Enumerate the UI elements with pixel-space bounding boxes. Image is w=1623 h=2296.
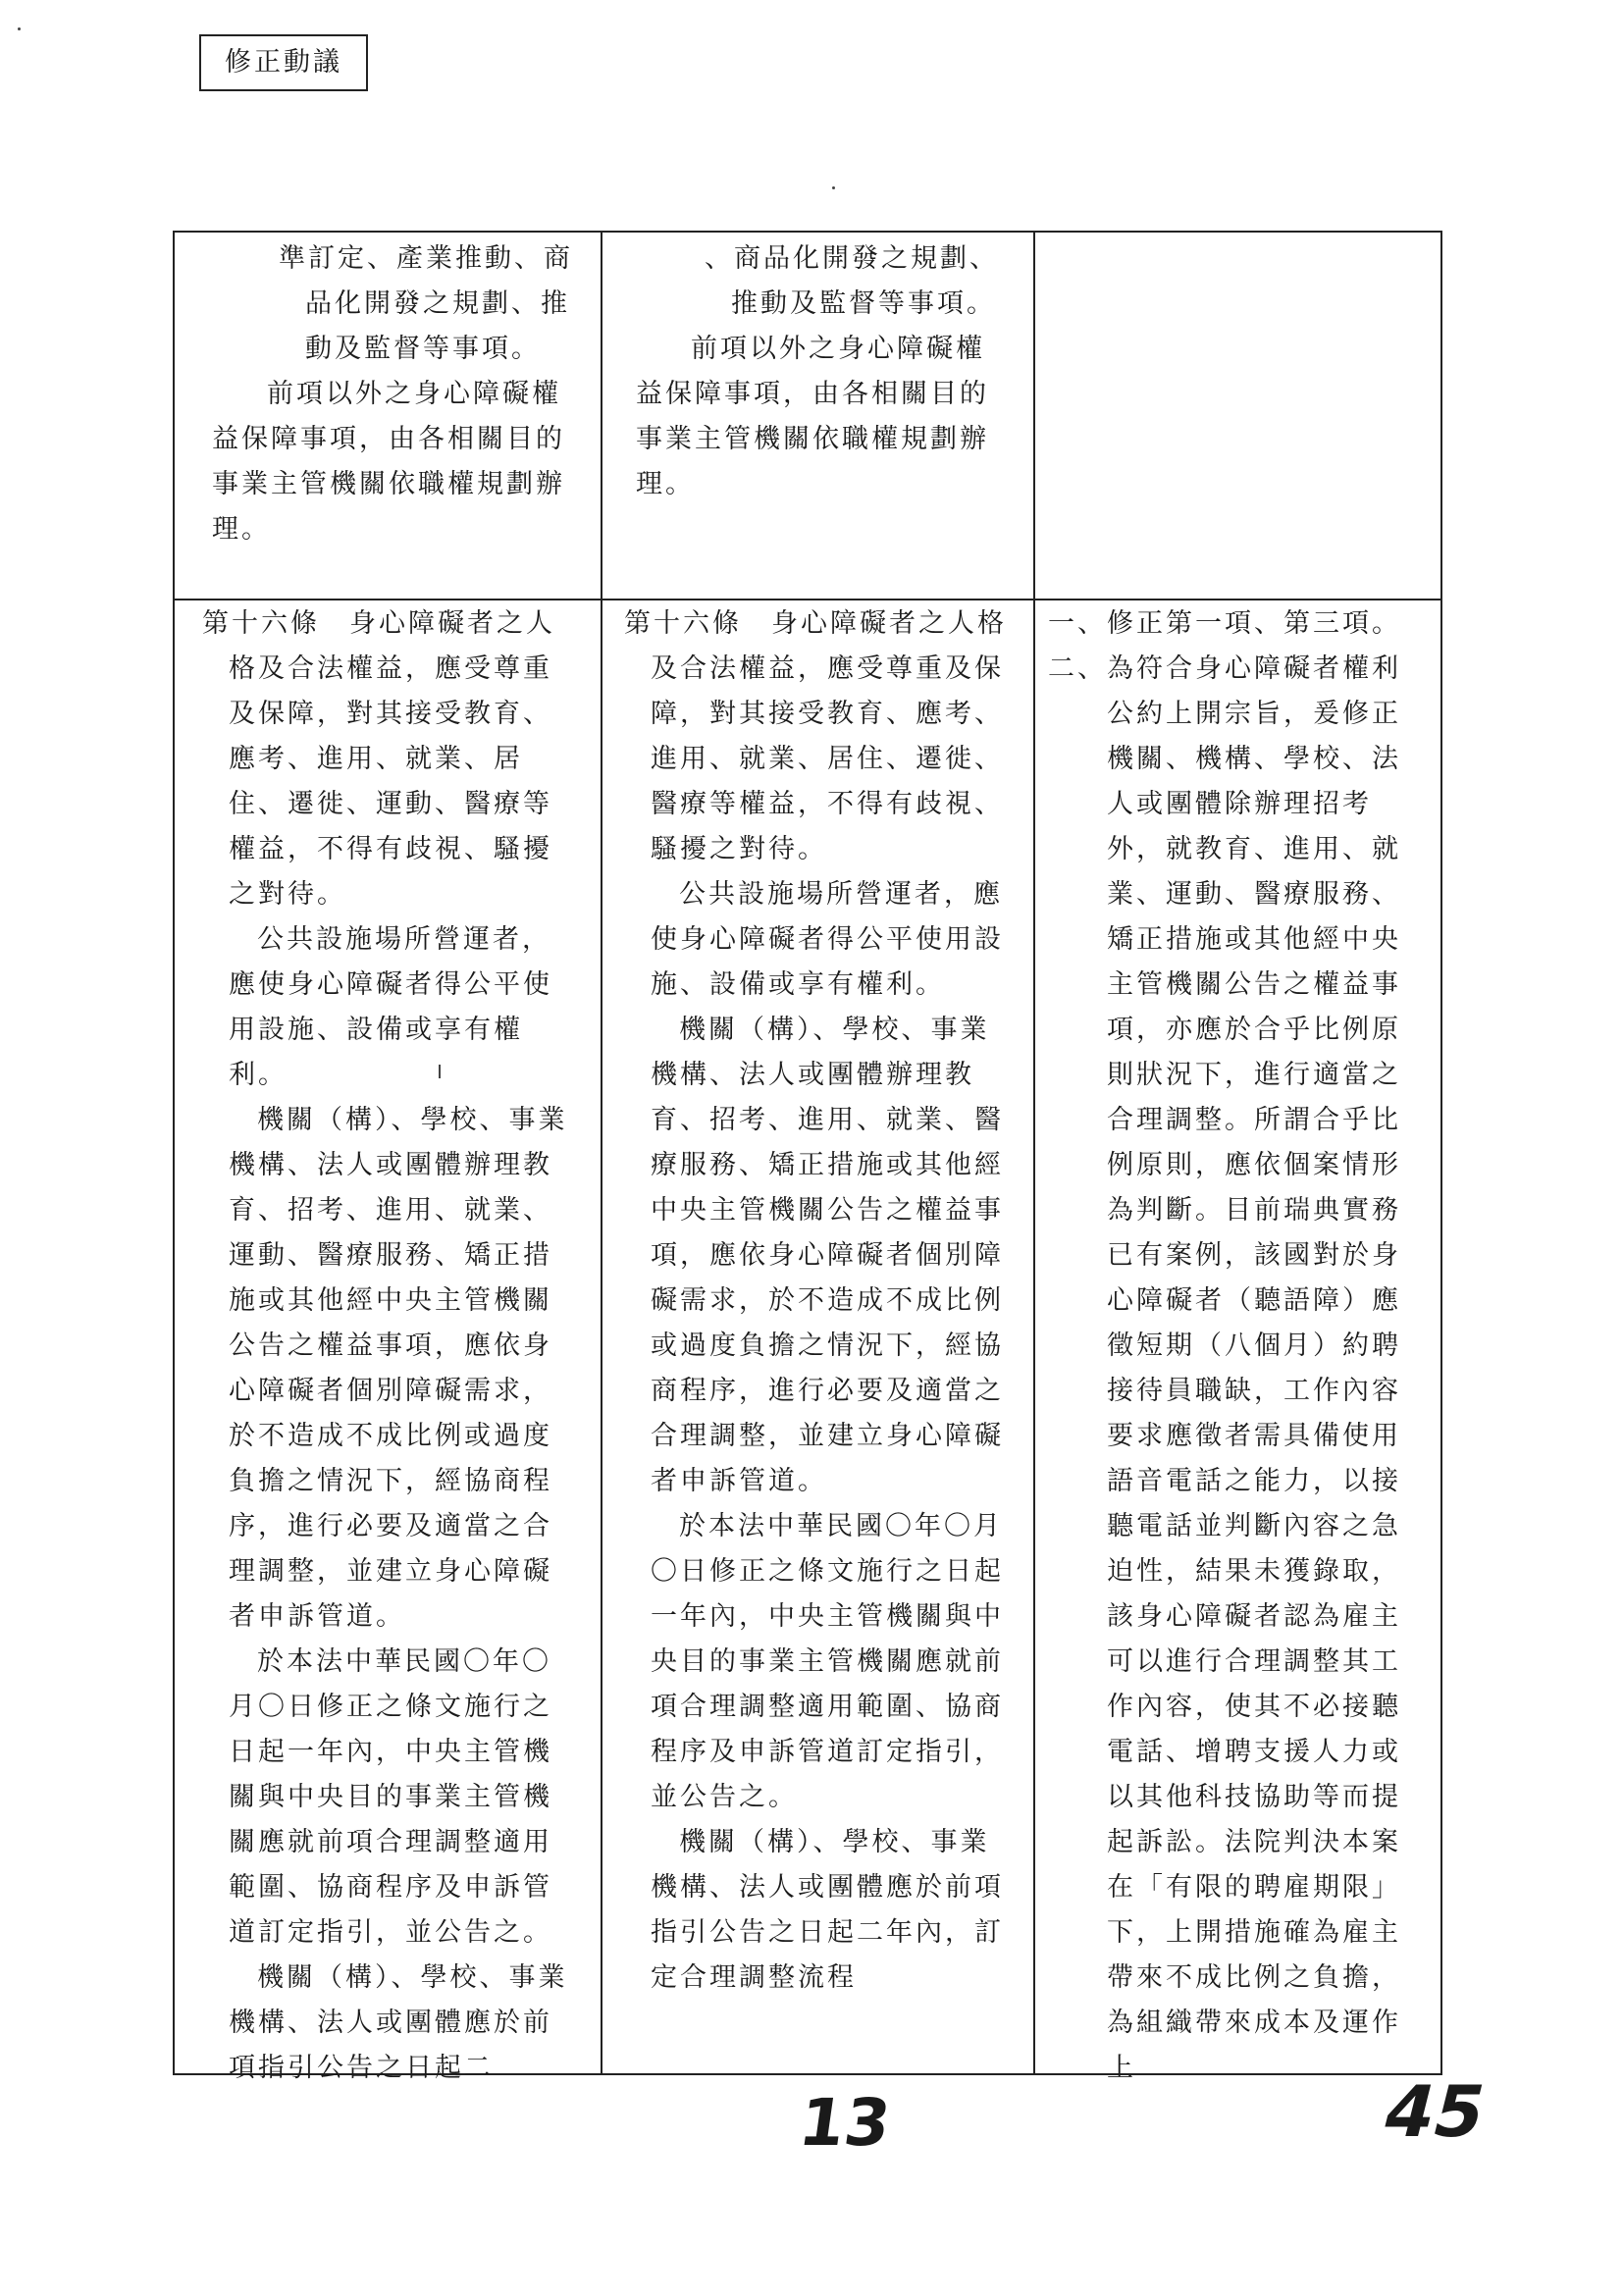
bottom-row-explanation-cell [1048, 601, 1423, 2091]
top-row-current-text-cell [636, 236, 1007, 507]
bottom-row-current-text-cell [624, 601, 1009, 2001]
bottom-row-amended-text-cell [202, 601, 577, 2091]
article-16-current-para-3: 機關（構）、學校、事業機構、法人或團體辦理教育、招考、進用、就業、醫療服務、矯正措施或其他經中央主管機關公告之權益事項，應依身心障礙者個別障礙需求，於不造成不成比例或過度負擔之情況下，經協商程序，進行必要及適當之合理調整，並建立身心障礙者申訴管道。 [651, 1015, 1004, 1496]
explanation-item-2: 二、為符合身心障礙者權利公約上開宗旨，爰修正機關、機構、學校、法人或團體除辦理招考外，就教育、進用、就業、運動、醫療服務、矯正措施或其他經中央主管機關公告之權益事項，亦應於合乎比例原則狀況下，進行適當之合理調整。所謂合乎比例原則，應依個案情形為判斷。目前瑞典實務已有案例，該國對於身心障礙者（聽語障）應徵短期（八個月）約聘接待員職缺，工作內容要求應徵者需具備使用語音電話之能力，以接聽電話並判斷內容之急迫性，結果未獲錄取，該身心障礙者認為雇主可以進行合理調整其工作內容，使其不必接聽電話、增聘支援人力或以其他科技協助等而提起訴訟。法院判決本案在「有限的聘雇期限」下，上開措施確為雇主帶來不成比例之負擔，為組織帶來成本及運作上 [1048, 653, 1401, 2083]
article-16-current-para-1: 第十六條 身心障礙者之人格及合法權益，應受尊重及保障，對其接受教育、應考、進用、就業、居住、遷徙、醫療等權益，不得有歧視、騷擾之對待。 [624, 608, 1007, 864]
top-current-para-1: 、商品化開發之規劃、推動及監督等事項。 [705, 243, 999, 319]
article-16-amended-para-5: 機關（構）、學校、事業機構、法人或團體應於前項指引公告之日起二 [229, 1962, 568, 2083]
article-16-current-para-2: 公共設施場所營運者，應使身心障礙者得公平使用設施、設備或享有權利。 [651, 879, 1004, 1000]
top-amended-para-1: 準訂定、產業推動、商品化開發之規劃、推動及監督等事項。 [279, 243, 573, 364]
top-amended-para-2: 前項以外之身心障礙權益保障事項，由各相關目的事業主管機關依職權規劃辦理。 [212, 379, 565, 545]
article-16-amended-para-3: 機關（構）、學校、事業機構、法人或團體辦理教育、招考、進用、就業、運動、醫療服務、矯正措施或其他經中央主管機關公告之權益事項，應依身心障礙者個別障礙需求，於不造成不成比例或過度負擔之情況下，經協商程序，進行必要及適當之合理調整，並建立身心障礙者申訴管道。 [229, 1105, 568, 1632]
article-16-current-para-4: 於本法中華民國〇年〇月〇日修正之條文施行之日起一年內，中央主管機關與中央目的事業主管機關應就前項合理調整適用範圍、協商程序及申訴管道訂定指引，並公告之。 [651, 1511, 1004, 1812]
article-16-current-para-5: 機關（構）、學校、事業機構、法人或團體應於前項指引公告之日起二年內，訂定合理調整流程 [651, 1827, 1004, 1993]
motion-label: 修正動議 [199, 34, 368, 91]
article-16-amended-para-1: 第十六條 身心障礙者之人格及合法權益，應受尊重及保障，對其接受教育、應考、進用、就業、居住、遷徙、運動、醫療等權益，不得有歧視、騷擾之對待。 [202, 608, 555, 910]
scan-speck [18, 27, 21, 30]
top-row-amended-text-cell [212, 236, 577, 552]
scan-speck [439, 1065, 441, 1078]
column-divider-1 [601, 233, 602, 2073]
column-divider-2 [1033, 233, 1035, 2073]
handwritten-page-number: 13 [794, 2085, 896, 2161]
article-16-amended-para-2: 公共設施場所營運者，應使身心障礙者得公平使用設施、設備或享有權利。 [229, 924, 552, 1090]
comparison-table [173, 231, 1442, 2083]
scan-speck [832, 186, 835, 189]
article-16-amended-para-4: 於本法中華民國〇年〇月〇日修正之條文施行之日起一年內，中央主管機關與中央目的事業主管機關應就前項合理調整適用範圍、協商程序及申訴管道訂定指引，並公告之。 [229, 1646, 552, 1948]
row-divider [175, 599, 1440, 600]
top-current-para-2: 前項以外之身心障礙權益保障事項，由各相關目的事業主管機關依職權規劃辦理。 [636, 334, 989, 499]
explanation-item-1: 一、修正第一項、第三項。 [1048, 608, 1401, 639]
handwritten-page-mark: 45 [1375, 2070, 1494, 2153]
